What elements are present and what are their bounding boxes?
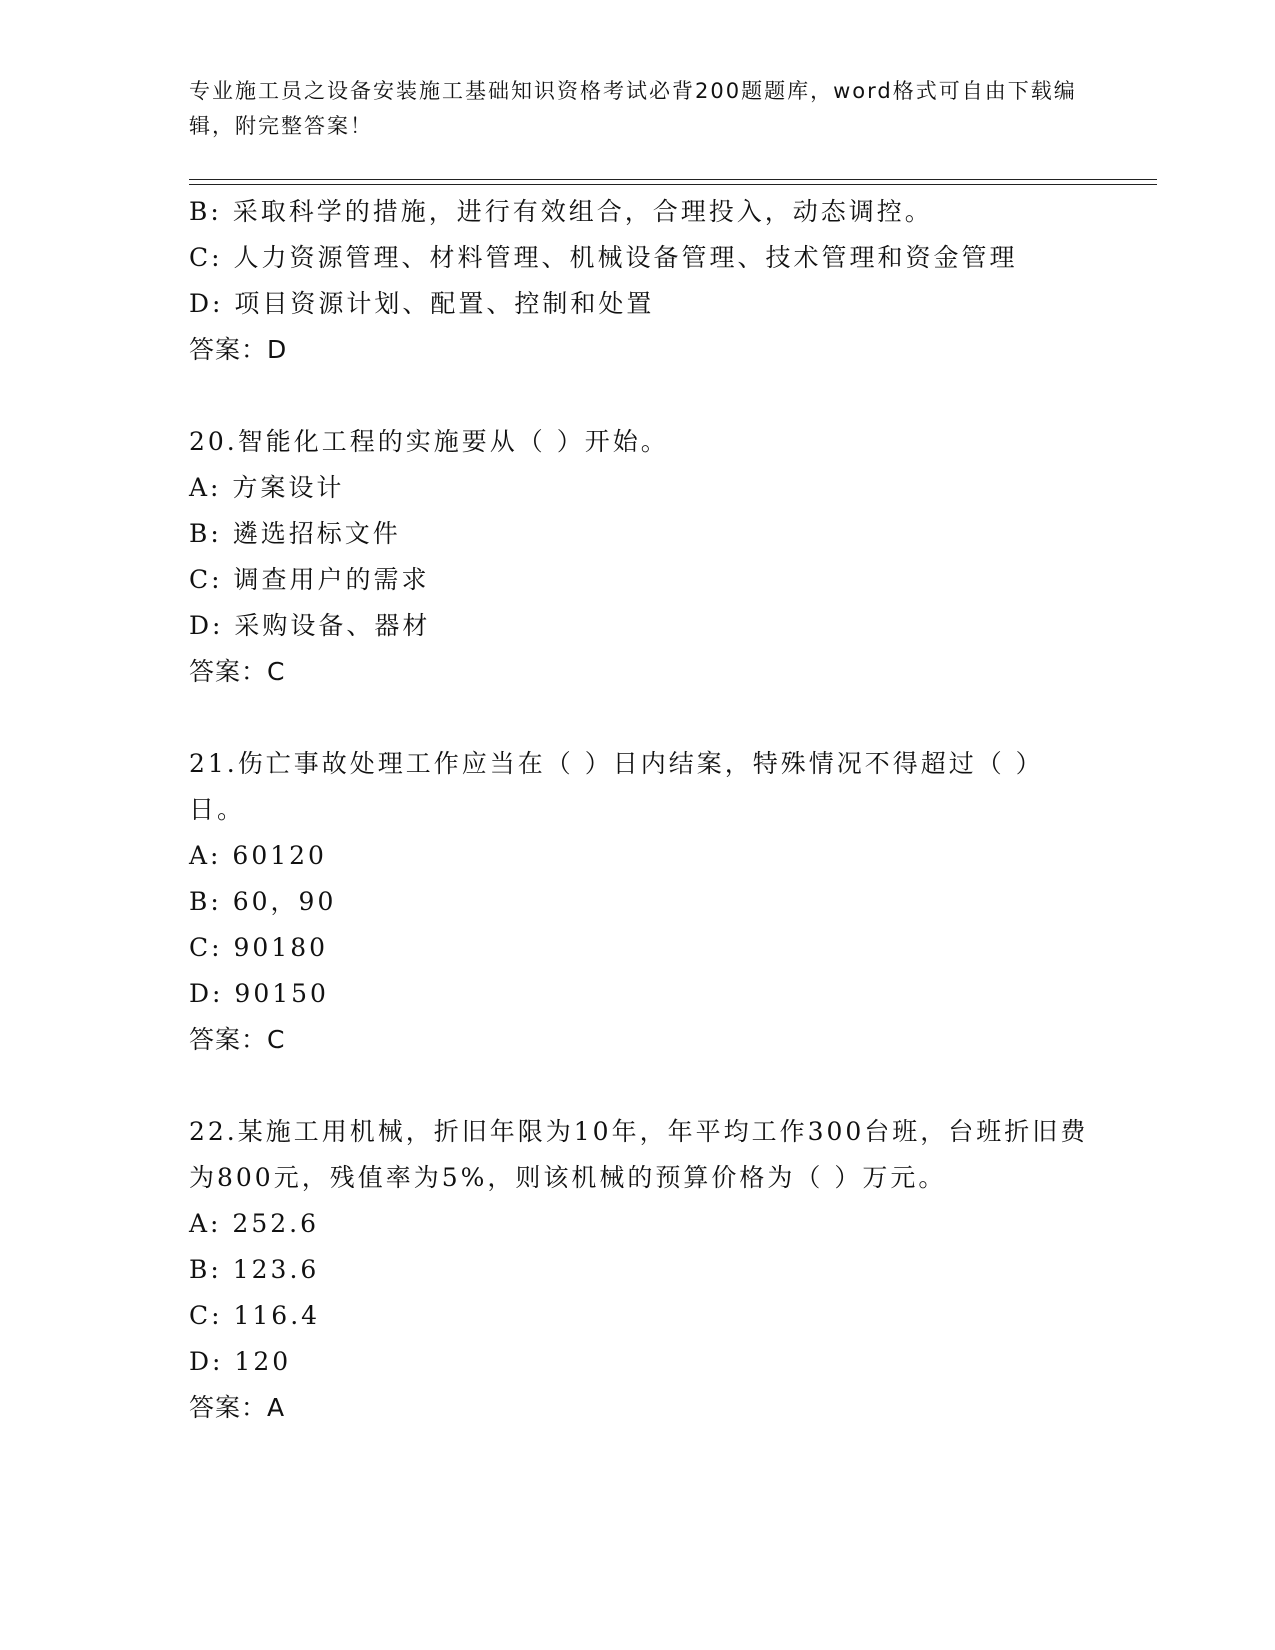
question-21 (189, 741, 1089, 1063)
question-20 (189, 419, 1089, 695)
question-text: 21.伤亡事故处理工作应当在（ ）日内结案，特殊情况不得超过（ ）日。 (189, 749, 1044, 824)
question-22 (189, 1109, 1089, 1431)
option-c: C: 90180 (189, 933, 329, 962)
header-divider-top (189, 179, 1157, 180)
question-text: 20.智能化工程的实施要从（ ）开始。 (189, 427, 669, 456)
spacer (189, 695, 1089, 741)
option-d: D: 采购设备、器材 (189, 611, 431, 640)
option-b: B: 123.6 (189, 1255, 320, 1284)
option-b: B: 遴选招标文件 (189, 519, 401, 548)
document-header: 专业施工员之设备安装施工基础知识资格考试必背200题题库，word格式可自由下载编辑，附完整答案！ (189, 79, 1077, 138)
document-body (189, 189, 1089, 1431)
option-d: D: 项目资源计划、配置、控制和处置 (189, 289, 655, 318)
option-d: D: 120 (189, 1347, 292, 1376)
answer-line: 答案：D (189, 335, 288, 364)
spacer (189, 373, 1089, 419)
answer-line: 答案：C (189, 1025, 286, 1054)
option-c: C: 人力资源管理、材料管理、机械设备管理、技术管理和资金管理 (189, 243, 1018, 272)
option-a: A: 252.6 (189, 1209, 319, 1238)
question-19-continued (189, 189, 1089, 373)
answer-line: 答案：C (189, 657, 286, 686)
question-text: 22.某施工用机械，折旧年限为10年，年平均工作300台班，台班折旧费为800元，残值率为5%，则该机械的预算价格为（ ）万元。 (189, 1117, 1089, 1192)
spacer (189, 1063, 1089, 1109)
option-b: B: 采取科学的措施，进行有效组合，合理投入，动态调控。 (189, 197, 933, 226)
option-c: C: 调查用户的需求 (189, 565, 430, 594)
option-b: B: 60，90 (189, 887, 337, 916)
option-a: A: 方案设计 (189, 473, 345, 502)
answer-line: 答案：A (189, 1393, 286, 1422)
option-c: C: 116.4 (189, 1301, 321, 1330)
option-a: A: 60120 (189, 841, 327, 870)
option-d: D: 90150 (189, 979, 329, 1008)
header-divider-bottom (189, 184, 1157, 185)
